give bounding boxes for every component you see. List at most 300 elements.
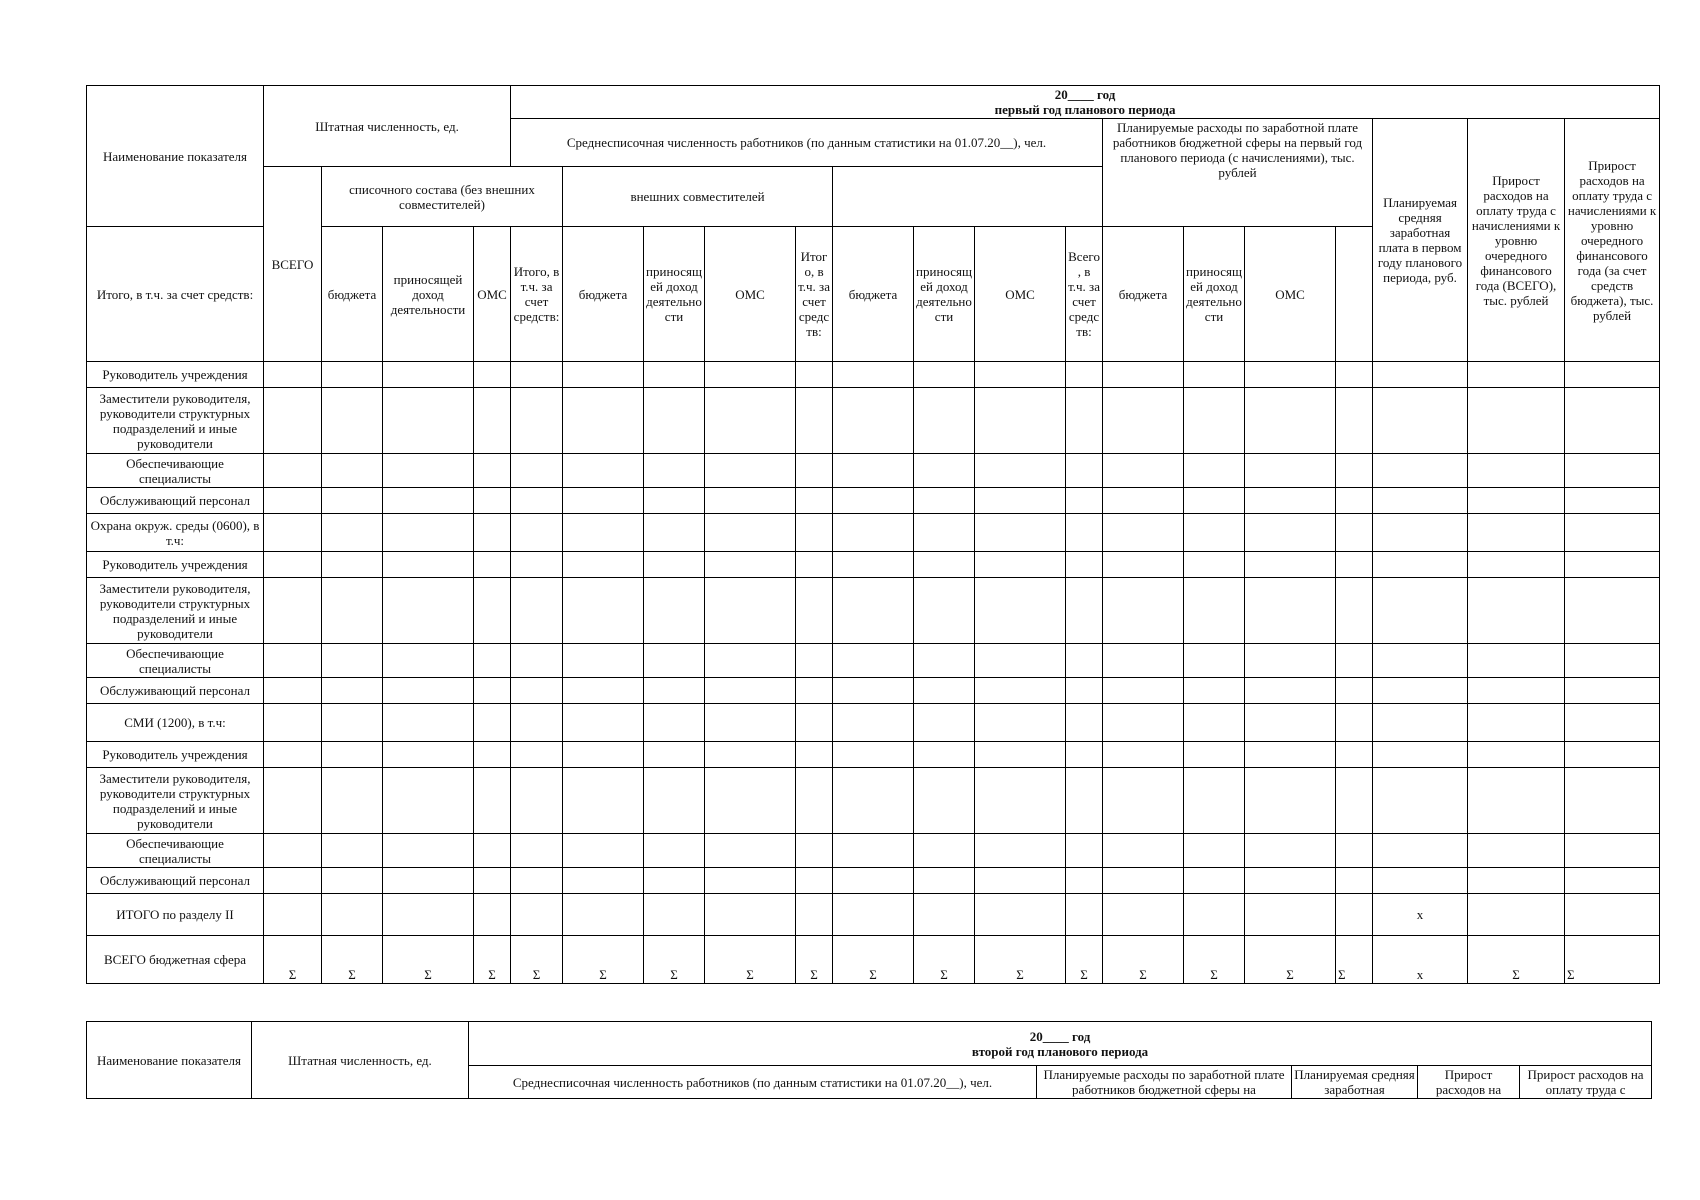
data-cell[interactable]	[1336, 768, 1373, 834]
data-cell[interactable]	[1468, 834, 1565, 868]
data-cell[interactable]	[914, 362, 975, 388]
data-cell[interactable]	[705, 514, 796, 552]
data-cell[interactable]	[1373, 644, 1468, 678]
data-cell[interactable]	[1565, 678, 1660, 704]
data-cell[interactable]	[511, 388, 563, 454]
data-cell[interactable]	[1066, 552, 1103, 578]
data-cell[interactable]	[914, 704, 975, 742]
data-cell[interactable]	[1336, 868, 1373, 894]
header-avg-headcount: Среднесписочная численность работников (по данным статистики на 01.07.20__), чел.	[511, 119, 1103, 167]
data-cell[interactable]	[1066, 834, 1103, 868]
data-cell[interactable]	[914, 834, 975, 868]
data-cell[interactable]	[644, 552, 705, 578]
data-cell[interactable]	[1103, 578, 1184, 644]
data-cell[interactable]	[975, 834, 1066, 868]
data-cell[interactable]	[563, 454, 644, 488]
data-cell[interactable]	[975, 488, 1066, 514]
data-cell[interactable]	[1565, 552, 1660, 578]
data-cell[interactable]	[322, 704, 383, 742]
data-cell[interactable]	[264, 678, 322, 704]
data-cell[interactable]	[975, 578, 1066, 644]
data-cell[interactable]	[383, 644, 474, 678]
data-cell[interactable]	[1468, 678, 1565, 704]
data-cell[interactable]	[1336, 578, 1373, 644]
data-cell[interactable]	[322, 514, 383, 552]
data-cell[interactable]	[383, 488, 474, 514]
data-cell[interactable]	[563, 514, 644, 552]
data-cell[interactable]	[1245, 644, 1336, 678]
data-cell[interactable]	[1184, 768, 1245, 834]
data-cell[interactable]	[474, 578, 511, 644]
data-cell[interactable]	[383, 834, 474, 868]
data-cell[interactable]	[1468, 488, 1565, 514]
data-cell[interactable]	[705, 488, 796, 514]
data-cell[interactable]	[1184, 578, 1245, 644]
t2-year-line: 20____ год	[1029, 1028, 1091, 1044]
data-cell[interactable]	[644, 768, 705, 834]
data-cell[interactable]	[796, 742, 833, 768]
sub-ext-oms: ОМС	[975, 227, 1066, 362]
data-cell[interactable]	[833, 552, 914, 578]
data-cell[interactable]	[563, 742, 644, 768]
row-label: Обеспечивающие специалисты	[87, 834, 264, 868]
data-cell[interactable]	[383, 742, 474, 768]
data-cell[interactable]	[563, 388, 644, 454]
data-cell[interactable]	[705, 768, 796, 834]
data-cell[interactable]	[796, 704, 833, 742]
data-cell[interactable]	[1565, 454, 1660, 488]
header-growth-total: Прирост расходов на оплату труда с начислениями к уровню очередного финансового года (ВСЕГО), тыс. рублей	[1468, 119, 1565, 362]
data-cell[interactable]	[1373, 454, 1468, 488]
data-cell[interactable]	[383, 768, 474, 834]
data-cell[interactable]	[1103, 678, 1184, 704]
data-cell[interactable]	[1336, 552, 1373, 578]
data-cell[interactable]	[322, 454, 383, 488]
data-cell[interactable]	[563, 678, 644, 704]
data-cell[interactable]	[796, 768, 833, 834]
data-cell[interactable]	[1245, 362, 1336, 388]
data-cell[interactable]	[383, 578, 474, 644]
data-cell[interactable]	[1103, 768, 1184, 834]
data-cell[interactable]	[383, 678, 474, 704]
data-cell[interactable]	[383, 514, 474, 552]
data-cell[interactable]	[796, 678, 833, 704]
data-cell[interactable]	[644, 834, 705, 868]
data-cell[interactable]	[1468, 704, 1565, 742]
year-line: 20____ год	[1054, 87, 1116, 102]
data-cell[interactable]	[511, 488, 563, 514]
data-cell[interactable]	[914, 552, 975, 578]
data-cell[interactable]	[1565, 644, 1660, 678]
data-cell[interactable]	[796, 362, 833, 388]
data-cell[interactable]	[563, 578, 644, 644]
data-cell[interactable]	[914, 768, 975, 834]
data-cell[interactable]	[1565, 488, 1660, 514]
data-cell[interactable]	[975, 868, 1066, 894]
data-cell[interactable]	[1245, 868, 1336, 894]
data-cell[interactable]	[383, 552, 474, 578]
data-cell[interactable]	[322, 644, 383, 678]
data-cell[interactable]	[1373, 704, 1468, 742]
data-cell[interactable]	[474, 514, 511, 552]
data-cell[interactable]	[264, 362, 322, 388]
data-cell[interactable]	[914, 454, 975, 488]
data-cell[interactable]	[511, 362, 563, 388]
data-cell[interactable]	[1336, 644, 1373, 678]
data-cell[interactable]	[1373, 552, 1468, 578]
data-cell[interactable]	[1373, 514, 1468, 552]
table-row	[87, 488, 1660, 514]
data-cell[interactable]	[511, 834, 563, 868]
data-cell[interactable]	[1565, 768, 1660, 834]
data-cell[interactable]	[1066, 388, 1103, 454]
data-cell[interactable]	[796, 388, 833, 454]
data-cell[interactable]	[914, 742, 975, 768]
data-cell[interactable]	[1468, 552, 1565, 578]
data-cell[interactable]	[705, 742, 796, 768]
data-cell[interactable]	[1066, 868, 1103, 894]
data-cell[interactable]	[322, 768, 383, 834]
data-cell[interactable]	[322, 868, 383, 894]
data-cell[interactable]	[1103, 488, 1184, 514]
data-cell[interactable]	[1336, 362, 1373, 388]
t2-header-avg-headcount: Среднесписочная численность работников (по данным статистики на 01.07.20__), чел.	[469, 1066, 1037, 1099]
data-cell[interactable]	[1103, 362, 1184, 388]
data-cell[interactable]	[1066, 514, 1103, 552]
data-cell[interactable]	[796, 868, 833, 894]
data-cell[interactable]	[383, 388, 474, 454]
data-cell[interactable]	[833, 742, 914, 768]
data-cell[interactable]	[975, 388, 1066, 454]
sigma-mark: Σ	[1103, 936, 1184, 984]
data-cell[interactable]	[474, 742, 511, 768]
data-cell[interactable]	[1245, 488, 1336, 514]
data-cell[interactable]	[1066, 644, 1103, 678]
data-cell[interactable]	[975, 514, 1066, 552]
data-cell[interactable]	[511, 578, 563, 644]
data-cell[interactable]	[914, 578, 975, 644]
data-cell[interactable]	[383, 868, 474, 894]
data-cell[interactable]	[914, 644, 975, 678]
data-cell[interactable]	[705, 578, 796, 644]
data-cell[interactable]	[796, 834, 833, 868]
data-cell[interactable]	[1184, 362, 1245, 388]
data-cell[interactable]	[474, 768, 511, 834]
data-cell[interactable]	[796, 644, 833, 678]
data-cell[interactable]	[511, 868, 563, 894]
data-cell[interactable]	[1336, 388, 1373, 454]
data-cell[interactable]	[1245, 552, 1336, 578]
data-cell[interactable]	[563, 362, 644, 388]
data-cell[interactable]	[322, 578, 383, 644]
data-cell[interactable]	[264, 552, 322, 578]
data-cell[interactable]	[1245, 514, 1336, 552]
data-cell[interactable]	[833, 868, 914, 894]
data-cell[interactable]	[1373, 678, 1468, 704]
data-cell[interactable]	[705, 868, 796, 894]
data-cell[interactable]	[264, 704, 322, 742]
data-cell[interactable]	[705, 454, 796, 488]
data-cell[interactable]	[563, 704, 644, 742]
data-cell[interactable]	[1468, 768, 1565, 834]
data-cell[interactable]	[833, 362, 914, 388]
data-cell[interactable]	[796, 578, 833, 644]
data-cell[interactable]	[1066, 742, 1103, 768]
data-cell[interactable]	[1066, 768, 1103, 834]
data-cell[interactable]	[833, 454, 914, 488]
data-cell[interactable]	[264, 454, 322, 488]
data-cell[interactable]	[833, 578, 914, 644]
data-cell[interactable]	[511, 514, 563, 552]
data-cell[interactable]	[705, 362, 796, 388]
data-cell[interactable]	[322, 742, 383, 768]
data-cell[interactable]	[474, 454, 511, 488]
data-cell[interactable]	[511, 454, 563, 488]
data-cell[interactable]	[1184, 742, 1245, 768]
data-cell[interactable]	[914, 678, 975, 704]
data-cell[interactable]	[1184, 834, 1245, 868]
data-cell[interactable]	[1066, 488, 1103, 514]
data-cell[interactable]	[975, 704, 1066, 742]
data-cell[interactable]	[563, 552, 644, 578]
data-cell[interactable]	[264, 768, 322, 834]
data-cell[interactable]	[322, 552, 383, 578]
data-cell[interactable]	[1103, 834, 1184, 868]
payroll-table-first-year	[86, 85, 1660, 984]
data-cell[interactable]	[383, 704, 474, 742]
data-cell[interactable]	[322, 362, 383, 388]
data-cell[interactable]	[1103, 552, 1184, 578]
data-cell[interactable]	[474, 868, 511, 894]
data-cell[interactable]	[975, 362, 1066, 388]
data-cell[interactable]	[914, 388, 975, 454]
data-cell[interactable]	[383, 454, 474, 488]
row-label: Обеспечивающие специалисты	[87, 454, 264, 488]
data-cell[interactable]	[1184, 678, 1245, 704]
data-cell[interactable]	[1336, 488, 1373, 514]
data-cell[interactable]	[975, 552, 1066, 578]
data-cell[interactable]	[914, 868, 975, 894]
data-cell[interactable]	[1184, 644, 1245, 678]
data-cell[interactable]	[1066, 362, 1103, 388]
data-cell[interactable]	[1103, 742, 1184, 768]
table-row	[87, 644, 1660, 678]
data-cell[interactable]	[474, 362, 511, 388]
data-cell[interactable]	[563, 768, 644, 834]
data-cell[interactable]	[975, 454, 1066, 488]
sub-list-budget: бюджета	[563, 227, 644, 362]
data-cell[interactable]	[705, 678, 796, 704]
data-cell[interactable]	[511, 704, 563, 742]
data-cell[interactable]	[1565, 704, 1660, 742]
data-cell[interactable]	[1373, 488, 1468, 514]
data-cell[interactable]	[705, 388, 796, 454]
data-cell[interactable]	[705, 644, 796, 678]
data-cell[interactable]	[705, 704, 796, 742]
data-cell[interactable]	[511, 678, 563, 704]
data-cell[interactable]	[383, 362, 474, 388]
data-cell[interactable]	[644, 454, 705, 488]
data-cell[interactable]	[1468, 362, 1565, 388]
data-cell[interactable]	[1184, 514, 1245, 552]
data-cell[interactable]	[322, 678, 383, 704]
data-cell[interactable]	[644, 488, 705, 514]
data-cell[interactable]	[914, 514, 975, 552]
data-cell[interactable]	[563, 834, 644, 868]
data-cell[interactable]	[474, 678, 511, 704]
data-cell[interactable]	[1565, 834, 1660, 868]
data-cell[interactable]	[1245, 678, 1336, 704]
data-cell[interactable]	[644, 742, 705, 768]
sub-ext-budget: бюджета	[833, 227, 914, 362]
data-cell[interactable]	[833, 388, 914, 454]
data-cell[interactable]	[644, 644, 705, 678]
data-cell[interactable]	[796, 514, 833, 552]
data-cell[interactable]	[1336, 834, 1373, 868]
payroll-table-second-year	[86, 1021, 1652, 1099]
data-cell[interactable]	[1103, 514, 1184, 552]
data-cell[interactable]	[563, 644, 644, 678]
data-cell[interactable]	[1373, 388, 1468, 454]
data-cell[interactable]	[1565, 362, 1660, 388]
data-cell[interactable]	[1103, 388, 1184, 454]
data-cell[interactable]	[1468, 578, 1565, 644]
data-cell[interactable]	[264, 488, 322, 514]
data-cell[interactable]	[796, 454, 833, 488]
data-cell[interactable]	[474, 644, 511, 678]
data-cell[interactable]	[264, 742, 322, 768]
data-cell[interactable]	[644, 514, 705, 552]
data-cell[interactable]	[1373, 362, 1468, 388]
data-cell[interactable]	[975, 678, 1066, 704]
data-cell[interactable]	[833, 768, 914, 834]
data-cell[interactable]	[1245, 388, 1336, 454]
sub-exp-budget: бюджета	[1103, 227, 1184, 362]
data-cell[interactable]	[833, 704, 914, 742]
data-cell[interactable]	[833, 834, 914, 868]
data-cell[interactable]	[1336, 742, 1373, 768]
data-cell[interactable]	[833, 514, 914, 552]
sub-exp-oms: ОМС	[1245, 227, 1336, 362]
data-cell[interactable]	[1066, 678, 1103, 704]
data-cell[interactable]	[914, 488, 975, 514]
data-cell[interactable]	[1066, 578, 1103, 644]
data-cell[interactable]	[1184, 388, 1245, 454]
data-cell[interactable]	[644, 704, 705, 742]
data-cell[interactable]	[644, 678, 705, 704]
data-cell[interactable]	[1103, 868, 1184, 894]
data-cell[interactable]	[1184, 704, 1245, 742]
data-cell[interactable]	[644, 388, 705, 454]
data-cell[interactable]	[1103, 704, 1184, 742]
data-cell[interactable]	[1468, 388, 1565, 454]
data-cell[interactable]	[511, 742, 563, 768]
data-cell[interactable]	[511, 768, 563, 834]
data-cell[interactable]	[264, 644, 322, 678]
data-cell[interactable]	[1245, 834, 1336, 868]
data-cell[interactable]	[796, 552, 833, 578]
data-cell[interactable]	[1184, 868, 1245, 894]
data-cell[interactable]	[1245, 742, 1336, 768]
data-cell[interactable]	[322, 488, 383, 514]
data-cell[interactable]	[1245, 454, 1336, 488]
data-cell[interactable]	[264, 868, 322, 894]
data-cell[interactable]	[264, 388, 322, 454]
data-cell[interactable]	[1184, 488, 1245, 514]
data-cell[interactable]	[322, 388, 383, 454]
data-cell[interactable]	[975, 768, 1066, 834]
data-cell[interactable]	[833, 488, 914, 514]
data-cell[interactable]	[1184, 454, 1245, 488]
data-cell[interactable]	[563, 488, 644, 514]
data-cell[interactable]	[644, 868, 705, 894]
data-cell[interactable]	[1373, 768, 1468, 834]
data-cell[interactable]	[705, 552, 796, 578]
data-cell[interactable]	[474, 834, 511, 868]
data-cell[interactable]	[1184, 552, 1245, 578]
data-cell[interactable]	[1565, 578, 1660, 644]
data-cell[interactable]	[1373, 834, 1468, 868]
sub-staff-oms: ОМС	[474, 227, 511, 362]
data-cell[interactable]	[796, 488, 833, 514]
data-cell[interactable]	[1565, 868, 1660, 894]
data-cell[interactable]	[511, 644, 563, 678]
data-cell[interactable]	[1373, 578, 1468, 644]
data-cell[interactable]	[1245, 704, 1336, 742]
data-cell[interactable]	[975, 742, 1066, 768]
data-cell[interactable]	[1336, 704, 1373, 742]
data-cell[interactable]	[264, 578, 322, 644]
data-cell[interactable]	[1468, 868, 1565, 894]
data-cell[interactable]	[1468, 454, 1565, 488]
data-cell[interactable]	[474, 388, 511, 454]
data-cell[interactable]	[264, 514, 322, 552]
data-cell[interactable]	[1336, 454, 1373, 488]
data-cell[interactable]	[1245, 578, 1336, 644]
data-cell[interactable]	[705, 834, 796, 868]
data-cell[interactable]	[833, 644, 914, 678]
data-cell[interactable]	[511, 552, 563, 578]
data-cell[interactable]	[474, 704, 511, 742]
data-cell[interactable]	[1565, 388, 1660, 454]
data-cell[interactable]	[1066, 454, 1103, 488]
data-cell[interactable]	[1336, 514, 1373, 552]
data-cell[interactable]	[1103, 454, 1184, 488]
data-cell[interactable]	[563, 868, 644, 894]
row-label: Руководитель учреждения	[87, 552, 264, 578]
data-cell[interactable]	[1468, 644, 1565, 678]
data-cell[interactable]	[1565, 514, 1660, 552]
data-cell[interactable]	[1103, 644, 1184, 678]
data-cell[interactable]	[264, 834, 322, 868]
data-cell[interactable]	[833, 678, 914, 704]
data-cell[interactable]	[644, 578, 705, 644]
data-cell[interactable]	[1373, 742, 1468, 768]
table-row	[87, 552, 1660, 578]
data-cell[interactable]	[1245, 768, 1336, 834]
data-cell[interactable]	[322, 834, 383, 868]
data-cell[interactable]	[1565, 742, 1660, 768]
data-cell[interactable]	[1373, 868, 1468, 894]
data-cell[interactable]	[1468, 742, 1565, 768]
data-cell[interactable]	[644, 362, 705, 388]
data-cell[interactable]	[474, 488, 511, 514]
data-cell[interactable]	[975, 644, 1066, 678]
data-cell[interactable]	[1468, 514, 1565, 552]
data-cell[interactable]	[1066, 704, 1103, 742]
data-cell[interactable]	[1336, 678, 1373, 704]
data-cell[interactable]	[474, 552, 511, 578]
